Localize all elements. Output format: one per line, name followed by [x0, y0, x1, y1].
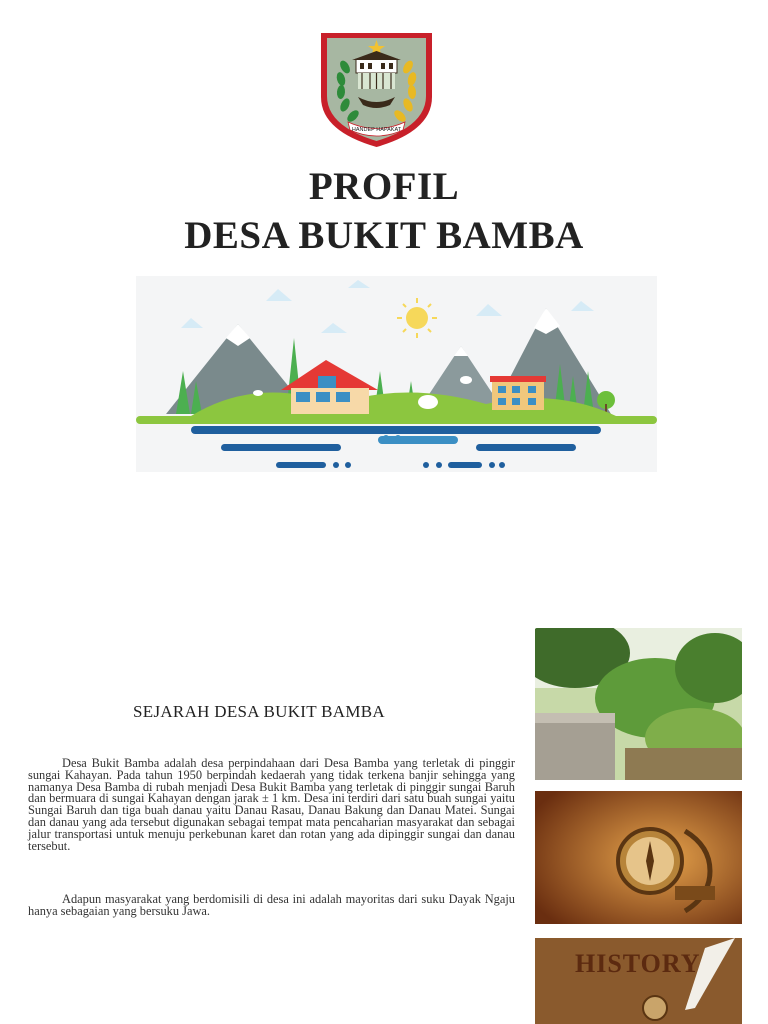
- history-paragraph: Adapun masyarakat yang berdomisili di desa ini adalah mayoritas dari suku Dayak Ngaju hanya sebagaian yang bersuku Jawa.: [28, 892, 515, 918]
- village-emblem-logo: [318, 27, 435, 149]
- page-title-line1: PROFIL: [308, 165, 460, 208]
- page-title-line2: DESA BUKIT BAMBA: [184, 214, 584, 257]
- history-paragraph: Desa Bukit Bamba adalah desa perpindahaan dari Desa Bamba yang terletak di pinggir sungai Kahayan. Pada tahun 1950 berpindah kedaerah yang tidak terkena banjir sehingga yang namanya Desa Bamba di rubah menjadi Desa Bukit Bamba yang terletak di pinggir sungai Baruh dan bermuara di sungai Kahayan dengan jarak ± 1 km. Desa ini terdiri dari satu buah sungai yaitu Sungai Baruh dan tiga buah danau yaitu Danau Rasau, Danau Bakung dan Danau Matei. Sungai dan danau yang ada tersebut digunakan sebagai tempat mata pencaharian masyarakat dan sebagai jalur transportasi untuk menuju perkebunan karet dan rotan yang ada dipinggir sungai dan danau tersebut.: [28, 756, 515, 853]
- section-heading: SEJARAH DESA BUKIT BAMBA: [133, 702, 386, 721]
- compass-photo: [535, 791, 742, 924]
- svg-text:HANDEP HAPAKAT: HANDEP HAPAKAT: [351, 127, 402, 133]
- history-photo: [535, 938, 742, 1024]
- forest-photo: [535, 628, 742, 780]
- svg-text:HISTORY: HISTORY: [575, 949, 701, 978]
- village-illustration: [136, 276, 657, 472]
